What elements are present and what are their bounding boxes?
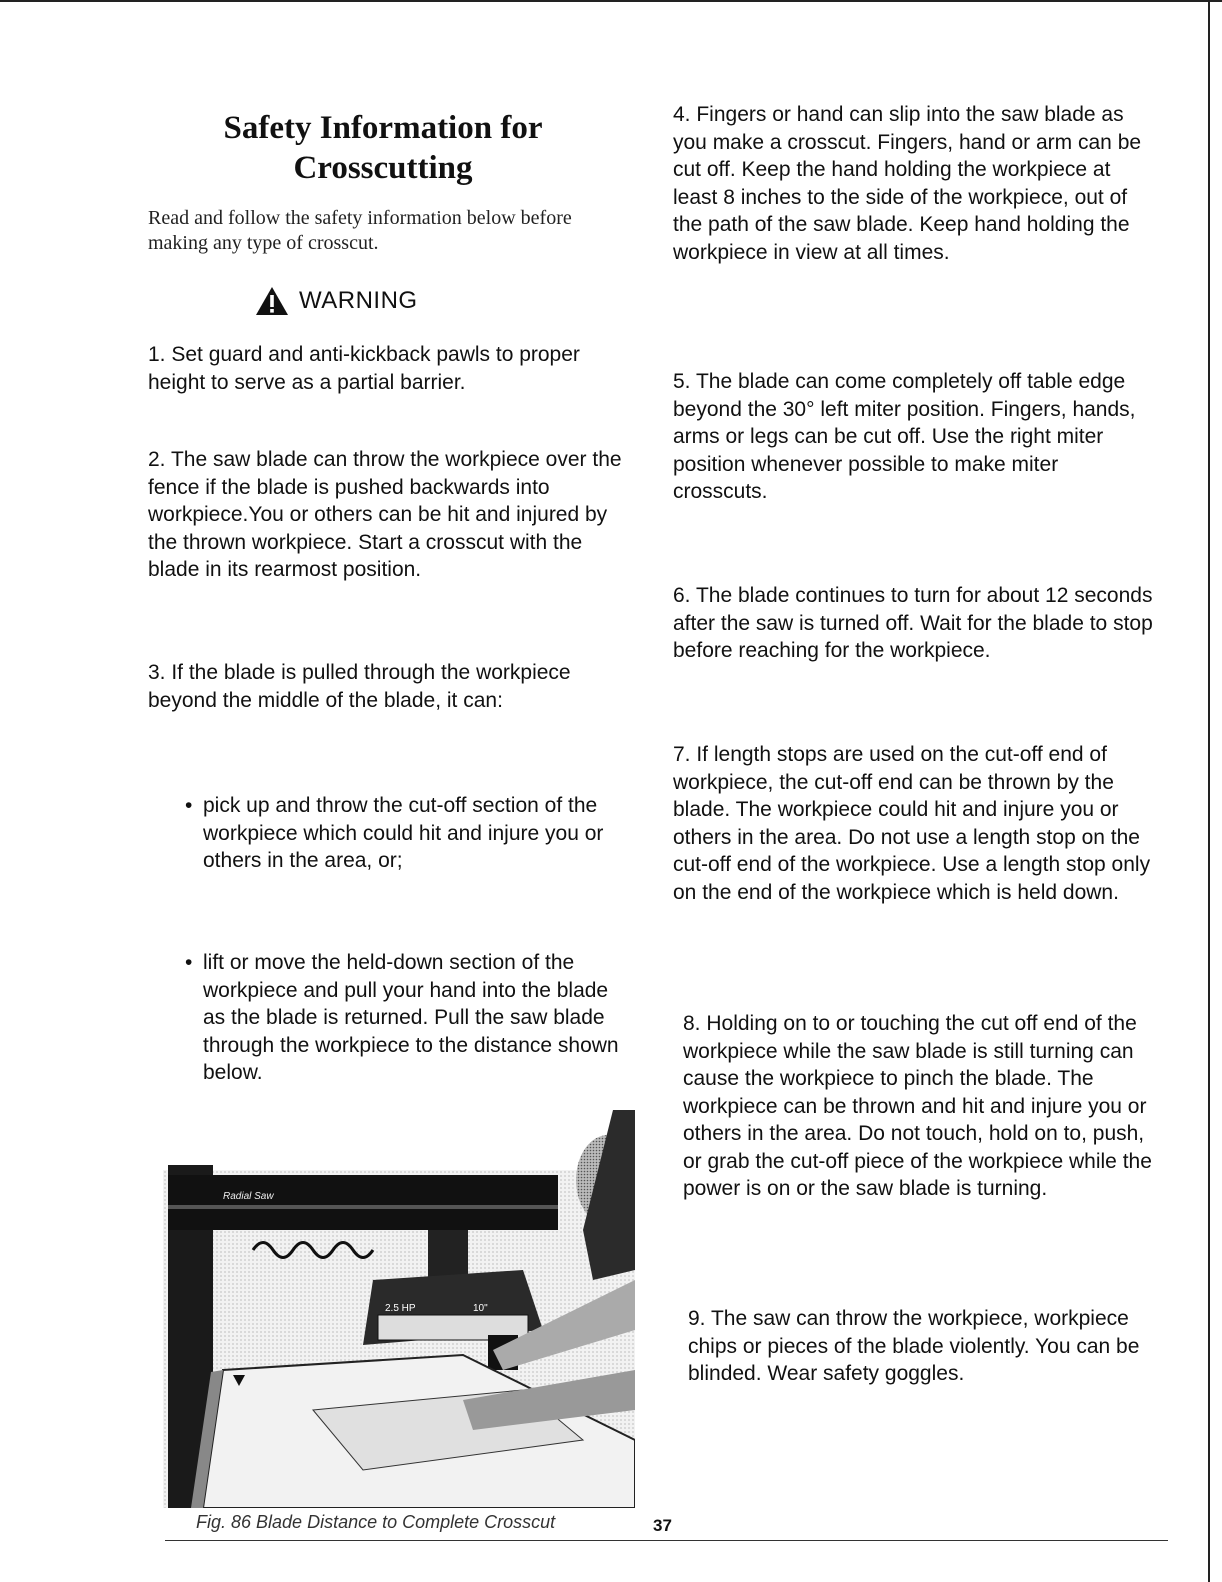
arm-label: Radial Saw xyxy=(223,1191,274,1202)
safety-item-2: 2. The saw blade can throw the workpiece over the fence if the blade is pushed backwards into workpiece.You or others can be hit and injured by the thrown workpiece. Start a crosscut with the blade in its rearmost position. xyxy=(148,448,622,581)
bullet-item-2 xyxy=(185,949,633,1087)
safety-item-5: 5. The blade can come completely off table edge beyond the 30° left miter position. Fingers, hands, arms or legs can be cut off. Use the right miter position whenever possible to make miter crosscuts. xyxy=(673,370,1136,503)
page-number: 37 xyxy=(653,1516,672,1535)
bottom-rule xyxy=(165,1540,1168,1541)
bullet-text: lift or move the held-down section of the workpiece and pull your hand into the blade as the blade is returned. Pull the saw blade through the workpiece to the distance shown below. xyxy=(203,951,619,1084)
warning-triangle-icon xyxy=(255,286,289,316)
safety-item-8: 8. Holding on to or touching the cut off end of the workpiece while the saw blade is still turning can cause the workpiece to pinch the blade. The workpiece can be thrown and hit and injure you or others in the area. Do not touch, hold on to, push, or grab the cut-off piece of the workpiece while the power is on or the saw blade is turning. xyxy=(683,1012,1152,1200)
radial-saw-photo xyxy=(163,1110,635,1508)
intro-text: Read and follow the safety information below before making any type of crosscut. xyxy=(148,207,572,254)
warning-heading xyxy=(255,284,418,318)
top-border xyxy=(0,0,1222,2)
page-title: Safety Information for Crosscutting xyxy=(223,110,543,186)
bullet-dot: • xyxy=(185,951,193,974)
size-label: 10" xyxy=(473,1303,488,1314)
bullet-item-1 xyxy=(185,792,633,875)
bullet-dot: • xyxy=(185,794,193,817)
bullet-text: pick up and throw the cut-off section of the workpiece which could hit and injure you or others in the area, or; xyxy=(203,794,604,872)
safety-item-7: 7. If length stops are used on the cut-off end of workpiece, the cut-off end can be thrown by the blade. The workpiece could hit and injure you or others in the area. Do not use a length stop on the cut-off end of the workpiece. Use a length stop only on the end of the workpiece which is held down. xyxy=(673,743,1151,904)
safety-item-6: 6. The blade continues to turn for about 12 seconds after the saw is turned off. Wait for the blade to stop before reaching for the workpiece. xyxy=(673,584,1153,662)
safety-item-3: 3. If the blade is pulled through the workpiece beyond the middle of the blade, it can: xyxy=(148,661,571,712)
safety-item-1: 1. Set guard and anti-kickback pawls to proper height to serve as a partial barrier. xyxy=(148,343,580,394)
safety-item-4: 4. Fingers or hand can slip into the saw blade as you make a crosscut. Fingers, hand or arm can be cut off. Keep the hand holding the workpiece at least 8 inches to the side of the workpiece, out of the path of the saw blade. Keep hand holding the workpiece in view at all times. xyxy=(673,103,1142,264)
safety-item-9: 9. The saw can throw the workpiece, workpiece chips or pieces of the blade violently. You can be blinded. Wear safety goggles. xyxy=(688,1307,1140,1385)
hp-label: 2.5 HP xyxy=(385,1303,416,1314)
right-border xyxy=(1208,0,1210,1582)
warning-label: WARNING xyxy=(299,287,418,314)
figure-caption: Fig. 86 Blade Distance to Complete Crosscut xyxy=(196,1512,556,1532)
